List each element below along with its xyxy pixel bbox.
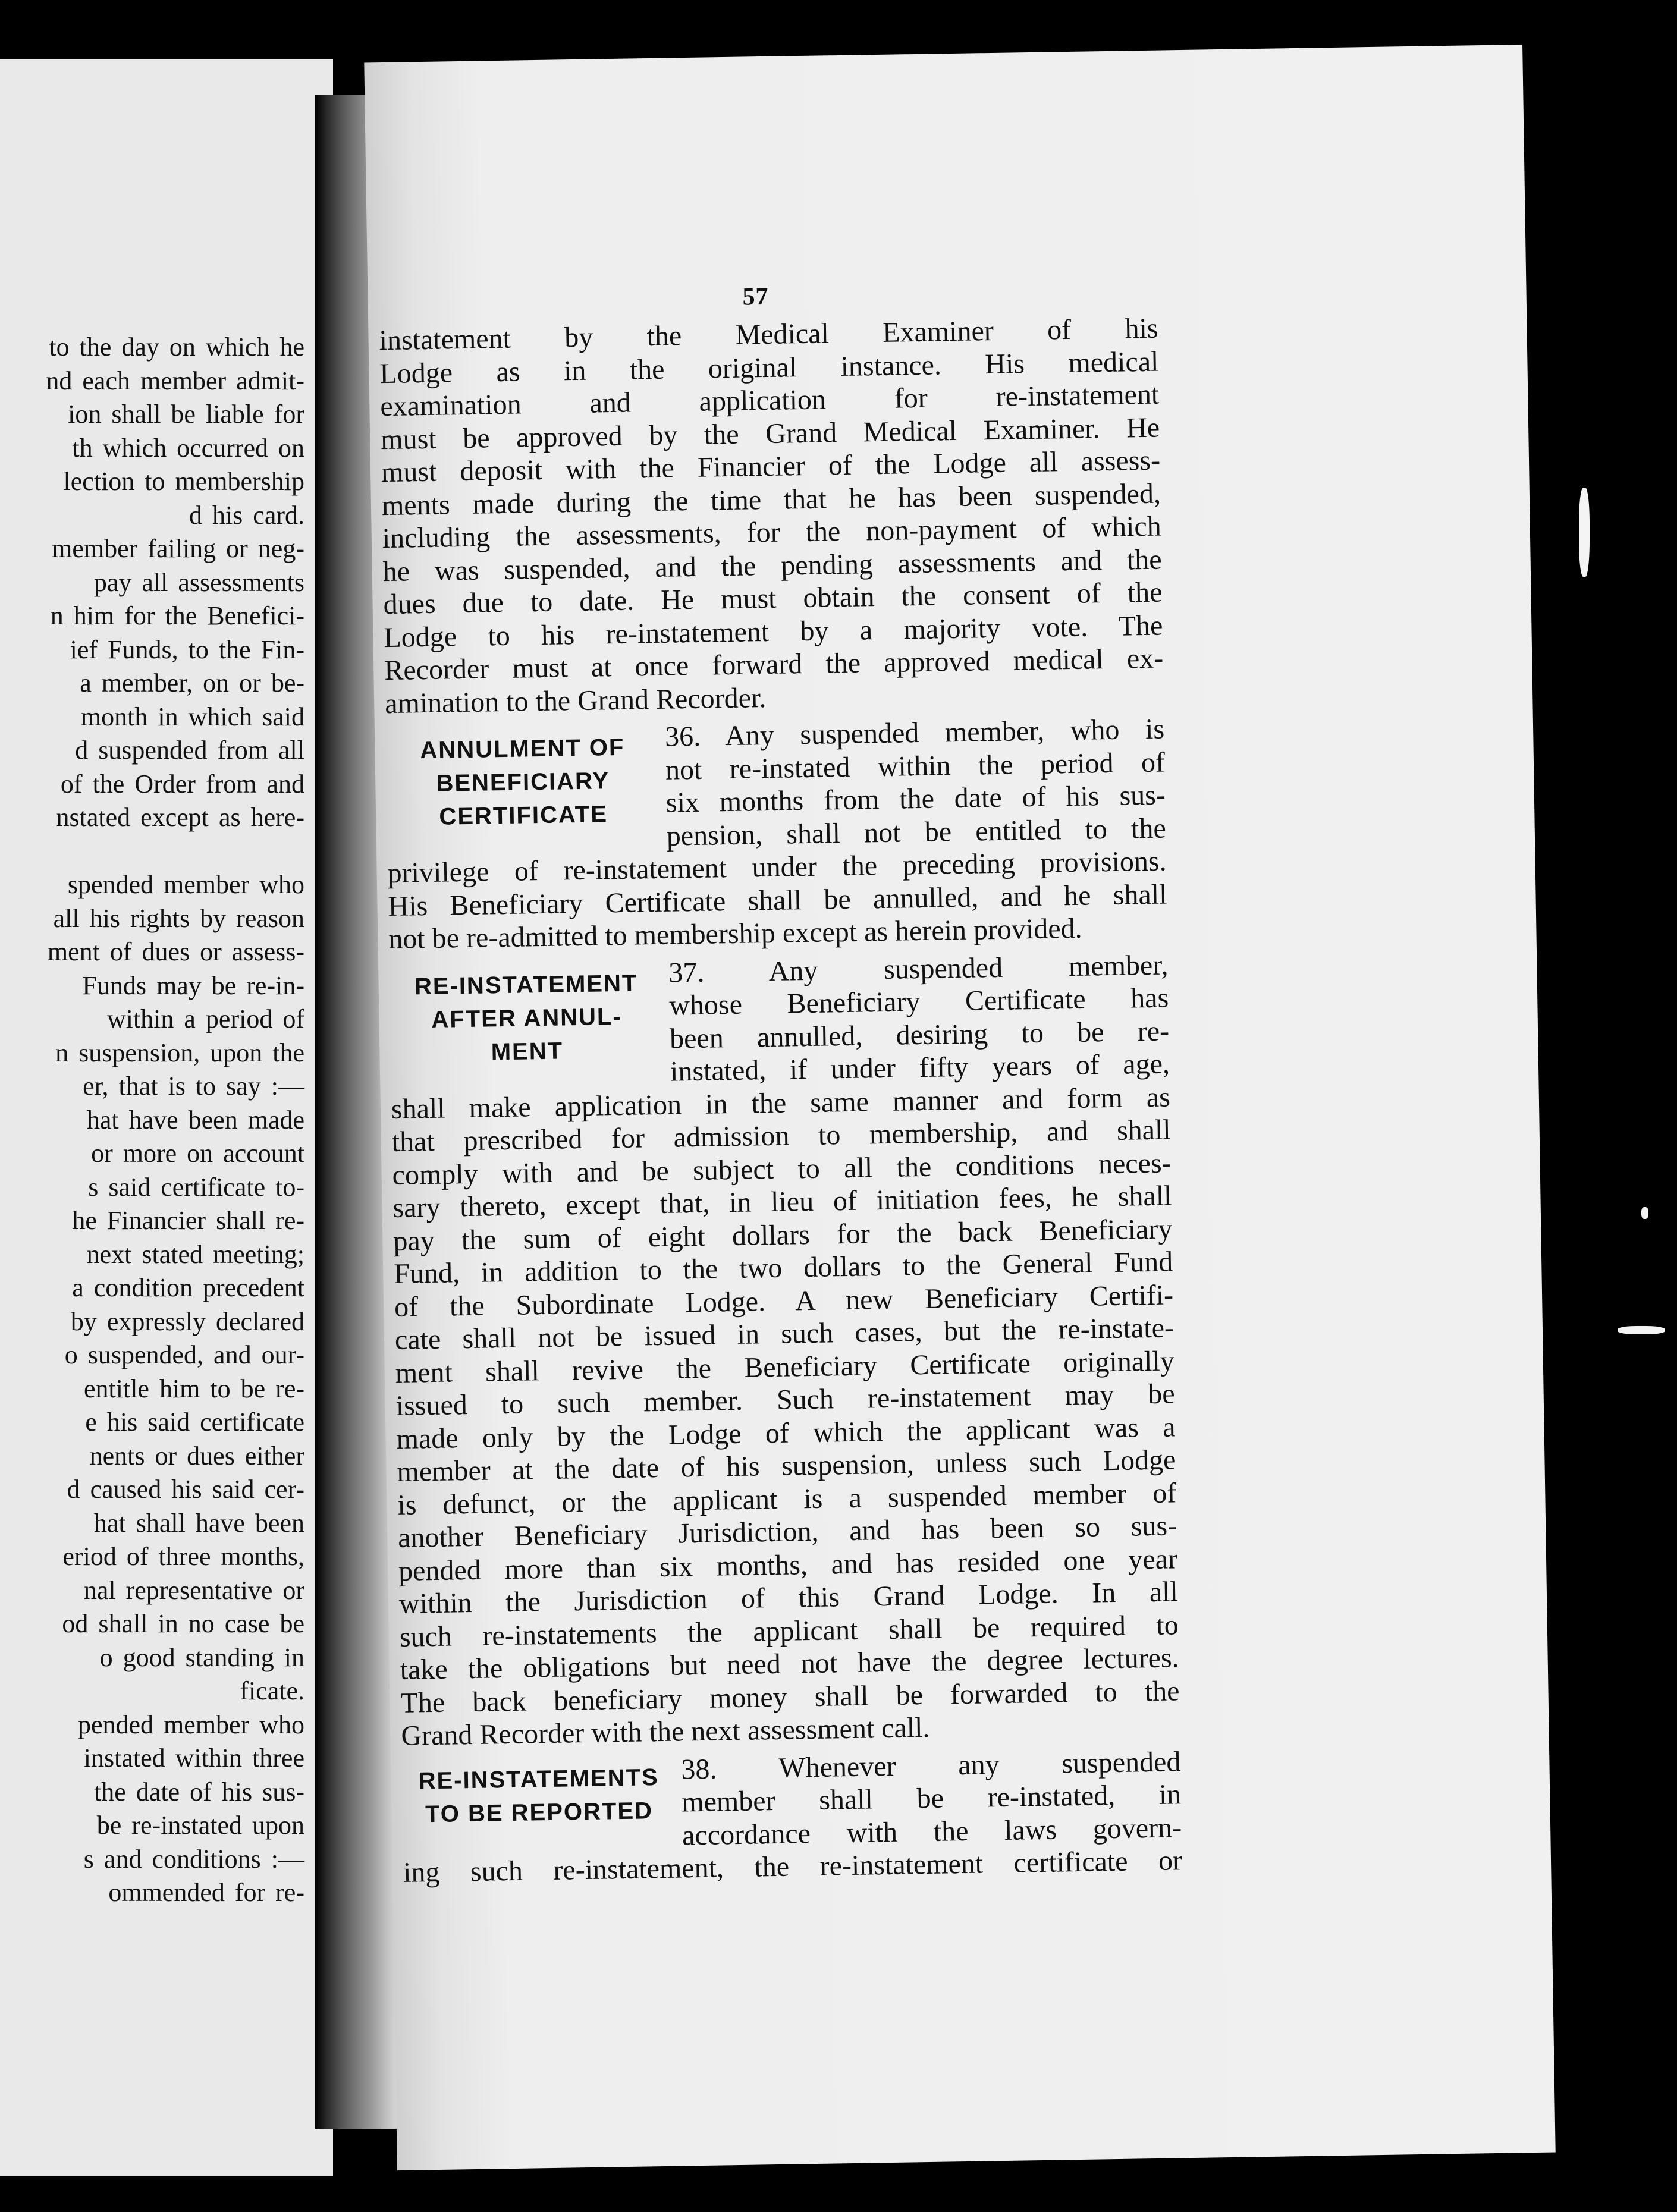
text-line: not be re-admitted to membership except as herein provided. [388, 912, 1082, 956]
left-page-line: d his card. [189, 500, 304, 530]
text-line: Lodge to his re-instatement by a majority vote. The [384, 609, 1163, 653]
text-line: been annulled, desiring to be re- [669, 1014, 1170, 1055]
side-heading-line: MENT [491, 1037, 564, 1065]
text-line: ment shall revive the Beneficiary Certificate originally [395, 1344, 1175, 1389]
left-page-line: o good standing in [99, 1642, 304, 1672]
text-line: 38. Whenever any suspended [681, 1745, 1181, 1785]
left-page-line: nd each member admit- [46, 366, 304, 395]
left-page-line: member failing or neg- [52, 534, 304, 563]
left-page-line: a member, on or be- [80, 668, 304, 697]
left-page-line: Funds may be re-in- [82, 970, 304, 1000]
left-page-line: next stated meeting; [86, 1239, 304, 1269]
left-page [0, 59, 333, 2176]
left-page-line: hat have been made [86, 1105, 304, 1135]
left-page-line: nstated except as here- [56, 803, 304, 832]
text-line: examination and application for re-instatement [379, 378, 1160, 423]
text-line: dues due to date. He must obtain the consent of the [383, 576, 1163, 621]
right-page [364, 45, 1555, 2170]
dust-speck [1641, 1207, 1648, 1219]
text-line: 37. Any suspended member, [668, 948, 1169, 989]
text-line: accordance with the laws govern- [682, 1811, 1182, 1851]
text-line: such re-instatements the applicant shall be required to [399, 1608, 1179, 1653]
left-page-line: be re-instated upon [96, 1811, 304, 1840]
left-page-line: nents or dues either [89, 1441, 304, 1471]
text-line: must be approved by the Grand Medical Examiner. He [380, 411, 1160, 455]
text-line: take the obligations but need not have the degree lectures. [400, 1642, 1179, 1686]
left-page-line: ment of dues or assess- [47, 937, 304, 966]
left-page-line: d caused his said cer- [67, 1475, 304, 1504]
right-page-text [379, 312, 1182, 1890]
left-page-line: the date of his sus- [94, 1777, 304, 1806]
left-page-line: pended member who [78, 1710, 304, 1739]
text-line: pension, shall not be entitled to the [666, 812, 1167, 852]
page-number: 57 [742, 282, 769, 311]
text-line: Grand Recorder with the next assessment call. [401, 1711, 930, 1752]
text-line: must deposit with the Financier of the Lodge all assess- [381, 444, 1161, 489]
side-heading [389, 966, 664, 1070]
left-page-line: pay all assessments [93, 567, 304, 597]
text-line: pended more than six months, and has resided one year [398, 1542, 1178, 1587]
side-heading [401, 1760, 676, 1831]
text-line: comply with and be subject to all the conditions neces- [392, 1146, 1172, 1191]
text-line: that prescribed for admission to membership, and shall [391, 1114, 1172, 1158]
left-page-line: er, that is to say :— [83, 1072, 304, 1101]
left-page-line: o suspended, and our- [64, 1340, 304, 1369]
left-page-line: to the day on which he [49, 332, 304, 362]
left-page-text [0, 331, 304, 1910]
side-heading-line: ANNULMENT OF [420, 734, 625, 764]
left-page-line: of the Order from and [60, 769, 304, 799]
side-heading-line: AFTER ANNUL- [431, 1003, 622, 1033]
text-line: issued to such member. Such re-instatement may be [395, 1378, 1176, 1422]
left-page-line: od shall in no case be [62, 1609, 304, 1638]
side-heading-line: RE-INSTATEMENTS [418, 1764, 660, 1794]
left-page-line: ief Funds, to the Fin- [70, 634, 304, 664]
left-page-line: or more on account [91, 1139, 304, 1168]
text-line: cate shall not be issued in such cases, but the re-instate- [394, 1312, 1174, 1356]
text-line: Recorder must at once forward the approved medical ex- [384, 642, 1164, 687]
text-line: whose Beneficiary Certificate has [668, 982, 1169, 1022]
left-page-line: th which occurred on [72, 433, 304, 463]
text-line: The back beneficiary money shall be forwarded to the [400, 1674, 1180, 1719]
rule-section [401, 1745, 1182, 1890]
dust-speck [1618, 1326, 1665, 1334]
text-line: 36. Any suspended member, who is [664, 713, 1165, 753]
left-page-line: ommended for re- [108, 1878, 304, 1907]
left-page-line: within a period of [106, 1004, 304, 1033]
text-line: pay the sum of eight dollars for the back Beneficiary [392, 1212, 1173, 1257]
text-line: is defunct, or the applicant is a suspended member of [397, 1476, 1177, 1521]
text-line: shall make application in the same manner and form as [391, 1080, 1171, 1125]
left-page-line: ion shall be liable for [68, 400, 304, 429]
left-page-line: spended member who [67, 870, 304, 899]
text-line: ments made during the time that he has been suspended, [381, 477, 1161, 521]
left-page-line: by expressly declared [70, 1306, 304, 1336]
left-page-line: n him for the Benefici- [50, 601, 304, 630]
text-line: member at the date of his suspension, unless such Lodge [397, 1444, 1176, 1488]
text-line: His Beneficiary Certificate shall be annulled, and he shall [388, 878, 1167, 922]
text-line: including the assessments, for the non-payment of which [382, 510, 1162, 555]
left-page-line: eriod of three months, [62, 1542, 304, 1571]
left-page-line: lection to membership [63, 467, 304, 496]
text-line: instatement by the Medical Examiner of his [379, 312, 1158, 357]
text-line: instated, if under fifty years of age, [670, 1048, 1170, 1088]
text-line: Lodge as in the original instance. His medical [379, 345, 1159, 389]
left-page-line: a condition precedent [72, 1273, 304, 1302]
left-page-line: n suspension, upon the [55, 1038, 304, 1067]
side-heading-line: CERTIFICATE [439, 801, 608, 830]
left-page-line: instated within three [83, 1743, 304, 1773]
left-page-line: s and conditions :— [83, 1844, 304, 1874]
text-line: amination to the Grand Recorder. [384, 681, 767, 719]
text-line: another Beneficiary Jurisdiction, and has been so sus- [397, 1510, 1177, 1554]
text-line: within the Jurisdiction of this Grand Lodge. In all [398, 1576, 1179, 1620]
side-heading-line: RE-INSTATEMENT [414, 969, 638, 1000]
left-page-line: entitle him to be re- [84, 1374, 304, 1403]
text-line: made only by the Lodge of which the applicant was a [396, 1410, 1176, 1455]
text-line: Fund, in addition to the two dollars to the General Fund [393, 1246, 1173, 1290]
left-page-line: d suspended from all [75, 736, 304, 765]
text-line: of the Subordinate Lodge. A new Beneficiary Certifi- [394, 1278, 1174, 1323]
left-page-line: all his rights by reason [53, 903, 304, 933]
left-page-line: e his said certificate [85, 1407, 304, 1437]
text-line: ing such re-instatement, the re-instatement certificate or [403, 1845, 1183, 1889]
left-page-line: ficate. [240, 1676, 304, 1705]
left-page-line: hat shall have been [94, 1508, 304, 1538]
side-heading-line: TO BE REPORTED [425, 1797, 654, 1827]
side-heading-line: BENEFICIARY [436, 768, 610, 797]
text-line: privilege of re-instatement under the preceding provisions. [387, 845, 1167, 890]
left-page-line: nal representative or [83, 1575, 304, 1605]
dust-speck [1579, 488, 1590, 577]
rule-section [389, 948, 1180, 1752]
text-line: six months from the date of his sus- [665, 779, 1166, 819]
rule-section [385, 713, 1168, 956]
text-line: member shall be re-instated, in [681, 1779, 1182, 1818]
text-line: he was suspended, and the pending assessments and the [382, 543, 1162, 587]
text-line: not re-instated within the period of [665, 746, 1166, 786]
side-heading [385, 730, 661, 834]
left-page-line [0, 835, 304, 869]
left-page-line: he Financier shall re- [72, 1206, 304, 1235]
text-line: sary thereto, except that, in lieu of initiation fees, he shall [392, 1180, 1172, 1224]
left-page-line: month in which said [80, 702, 304, 731]
left-page-line: s said certificate to- [88, 1172, 304, 1202]
